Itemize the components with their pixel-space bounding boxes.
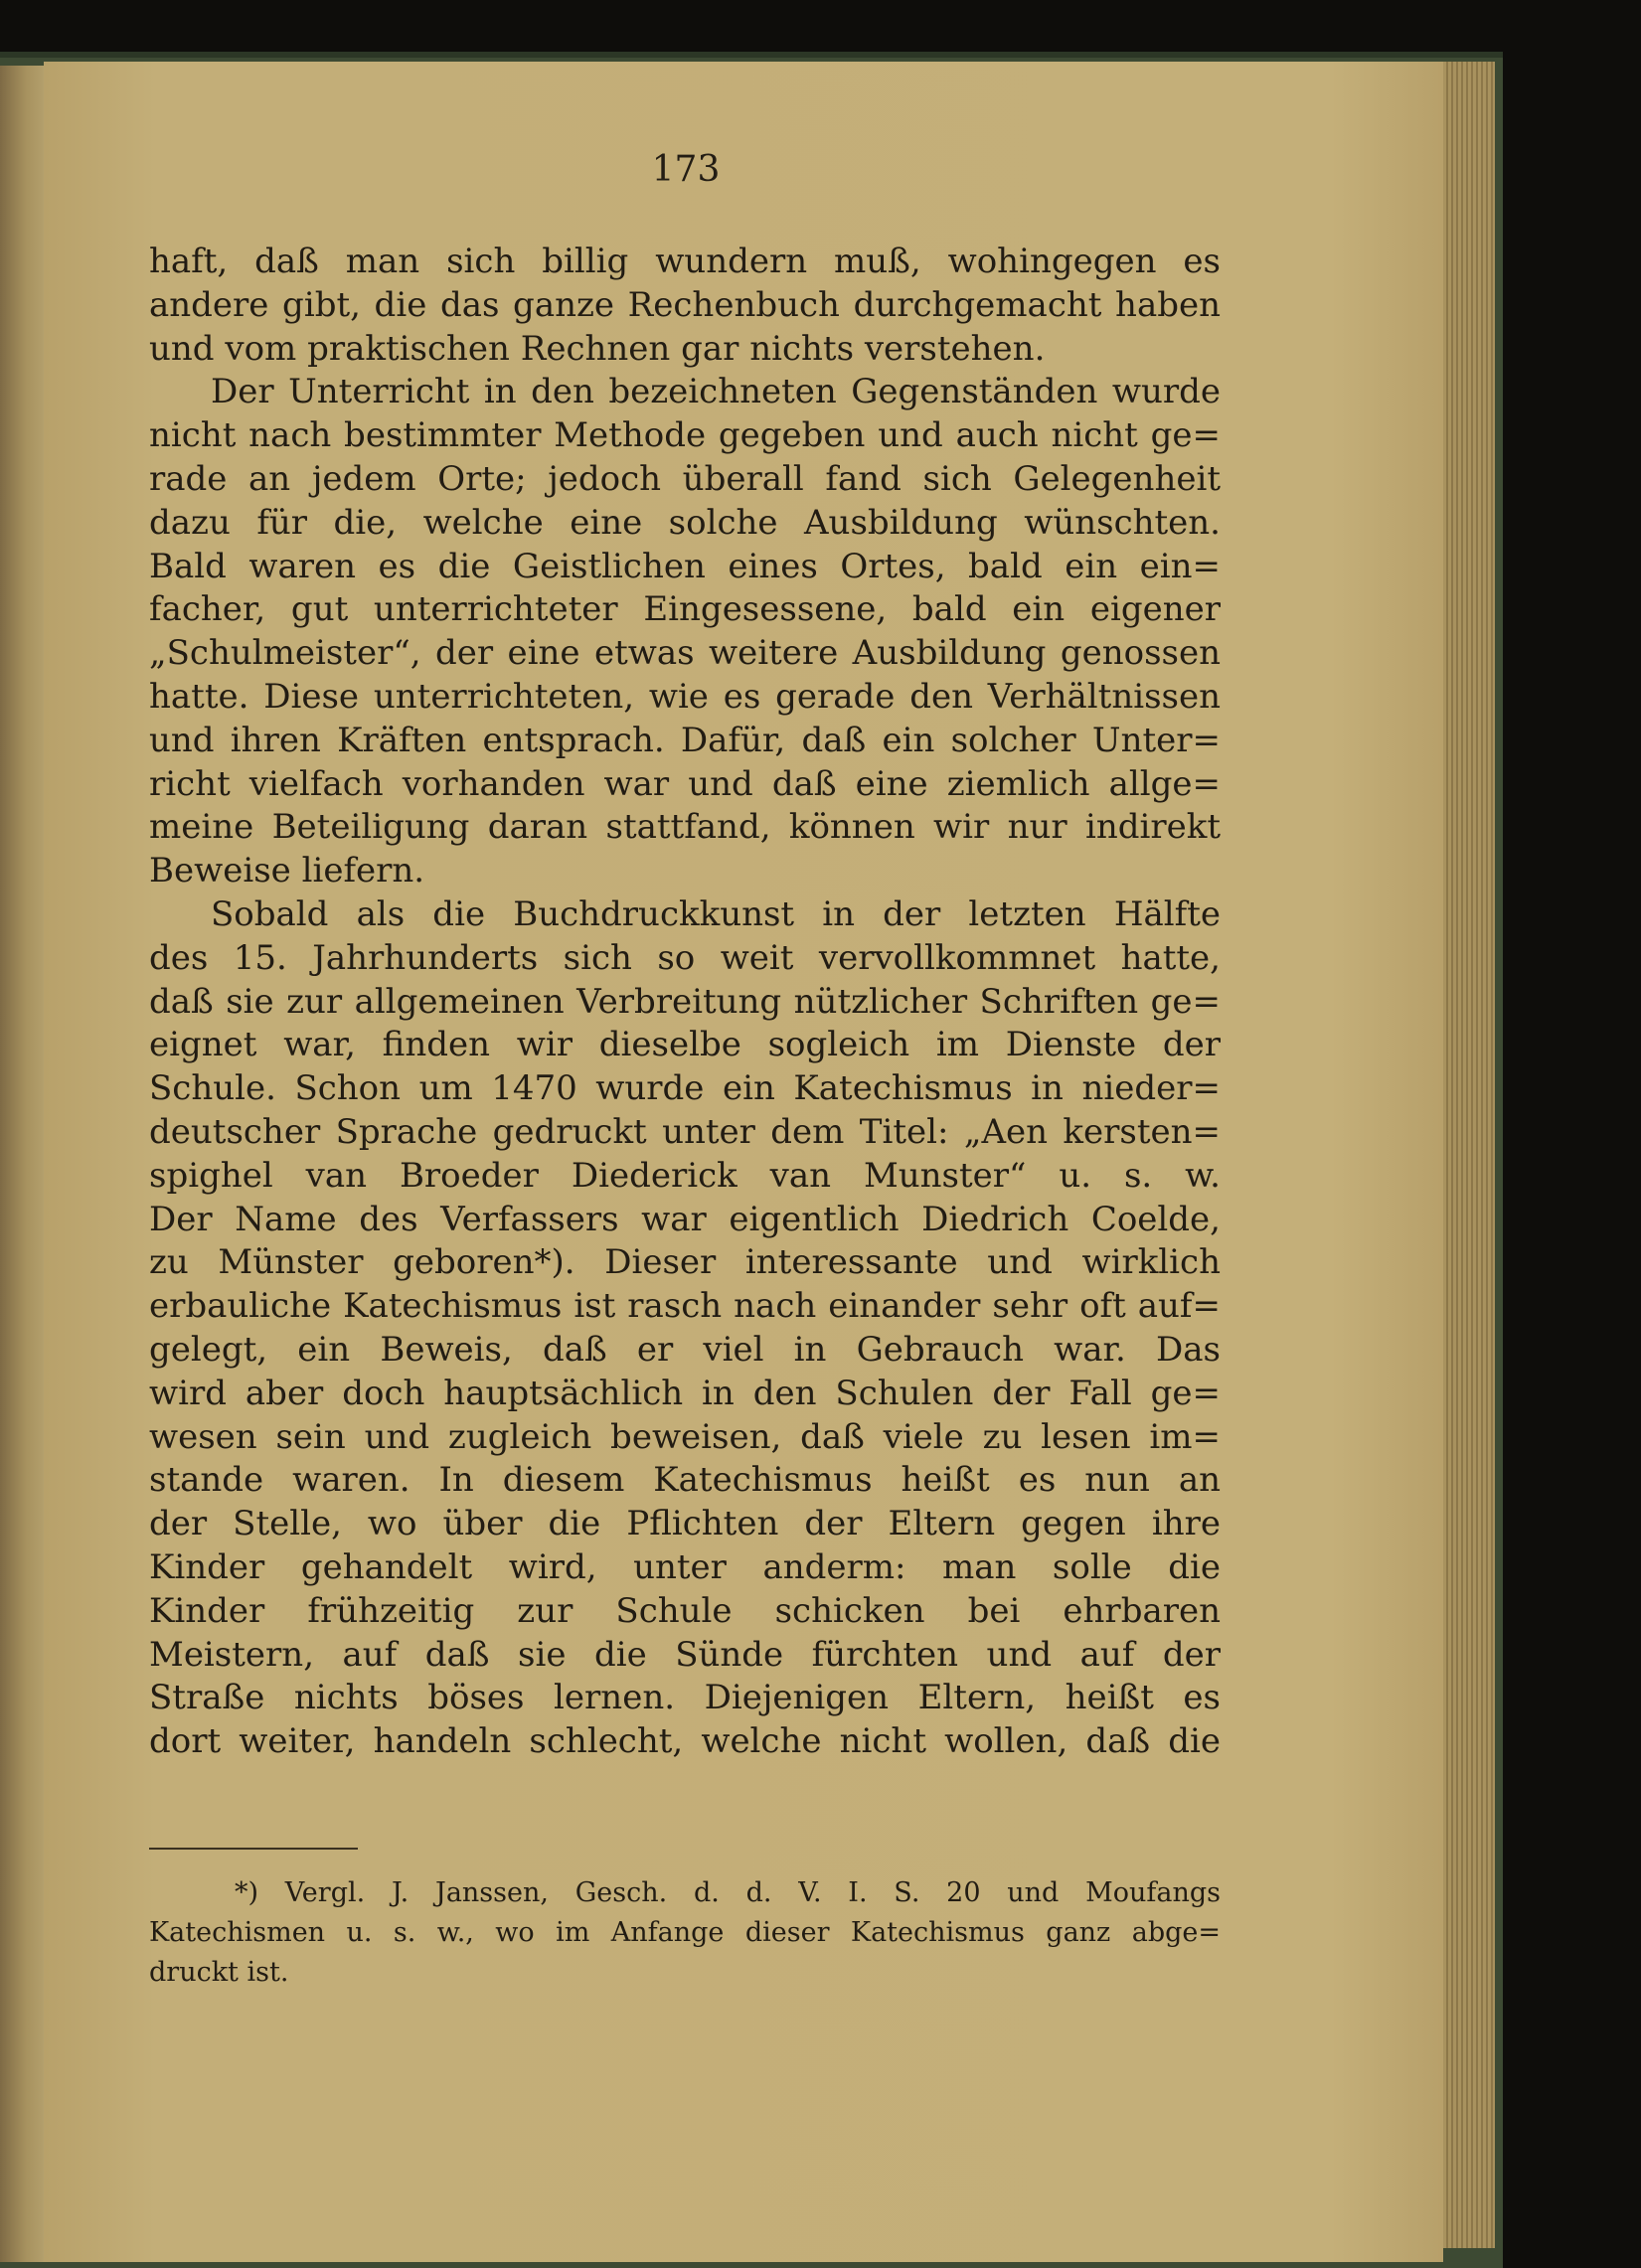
text-line: dazu für die, welche eine solche Ausbildung wünschten. [149,502,1221,543]
body-text [149,241,1221,1764]
text-line: facher, gut unterrichteter Eingesessene, bald ein eigener [149,589,1221,630]
text-line: nicht nach bestimmter Methode gegeben und auch nicht ge= [149,415,1221,456]
text-line: des 15. Jahrhunderts sich so weit vervollkommnet hatte, [149,937,1221,978]
footnote-line: Katechismen u. s. w., wo im Anfange dieser Katechismus ganz abge= [149,1917,1221,1948]
text-line: spighel van Broeder Diederick van Munster“ u. s. w. [149,1155,1221,1196]
text-line: erbauliche Katechismus ist rasch nach einander sehr oft auf= [149,1286,1221,1327]
text-line: eignet war, finden wir dieselbe sogleich im Dienste der [149,1025,1221,1065]
text-line: dort weiter, handeln schlecht, welche nicht wollen, daß die [149,1721,1221,1762]
footnote-line: druckt ist. [149,1957,289,1988]
text-line: zu Münster geboren*). Dieser interessante und wirklich [149,1242,1221,1283]
text-line: daß sie zur allgemeinen Verbreitung nützlicher Schriften ge= [149,981,1221,1022]
text-line: der Stelle, wo über die Pflichten der Eltern gegen ihre [149,1504,1221,1544]
facing-page-edge [0,66,44,2262]
text-line: Beweise liefern. [149,851,425,891]
footnote-divider [149,1848,358,1850]
text-line: stande waren. In diesem Katechismus heißt es nun an [149,1460,1221,1501]
footnote [149,1873,1221,1993]
page-edges [1443,62,1495,2248]
text-line: Bald waren es die Geistlichen eines Ortes, bald ein ein= [149,546,1221,586]
text-line: hatte. Diese unterrichteten, wie es gerade den Verhältnissen [149,676,1221,717]
text-line: Kinder frühzeitig zur Schule schicken bei ehrbaren [149,1590,1221,1631]
text-line: meine Beteiligung daran stattfand, können wir nur indirekt [149,807,1221,848]
footnote-line: *) Vergl. J. Janssen, Gesch. d. d. V. I. S. 20 und Moufangs [235,1877,1221,1908]
text-line: Straße nichts böses lernen. Diejenigen Eltern, heißt es [149,1678,1221,1718]
text-line: gelegt, ein Beweis, daß er viel in Gebrauch war. Das [149,1329,1221,1370]
text-line: Der Name des Verfassers war eigentlich Diedrich Coelde, [149,1199,1221,1239]
text-line: Der Unterricht in den bezeichneten Gegenständen wurde [211,372,1221,412]
text-line: und vom praktischen Rechnen gar nichts verstehen. [149,328,1046,369]
text-line: Meistern, auf daß sie die Sünde fürchten und auf der [149,1634,1221,1675]
text-line: wird aber doch hauptsächlich in den Schulen der Fall ge= [149,1373,1221,1413]
text-line: „Schulmeister“, der eine etwas weitere Ausbildung genossen [149,633,1221,674]
text-line: richt vielfach vorhanden war und daß eine ziemlich allge= [149,763,1221,804]
text-line: Kinder gehandelt wird, unter anderm: man solle die [149,1546,1221,1587]
text-line: rade an jedem Orte; jedoch überall fand sich Gelegenheit [149,458,1221,499]
text-line: deutscher Sprache gedruckt unter dem Titel: „Aen kersten= [149,1111,1221,1152]
text-line: wesen sein und zugleich beweisen, daß viele zu lesen im= [149,1416,1221,1457]
text-line: haft, daß man sich billig wundern muß, wohingegen es [149,242,1221,281]
page-number: 173 [651,149,721,190]
text-line: Schule. Schon um 1470 wurde ein Katechismus in nieder= [149,1068,1221,1109]
text-line: Sobald als die Buchdruckkunst in der letzten Hälfte [211,893,1221,934]
text-line: und ihren Kräften entsprach. Dafür, daß ein solcher Unter= [149,720,1221,760]
text-line: andere gibt, die das ganze Rechenbuch durchgemacht haben [149,284,1221,325]
